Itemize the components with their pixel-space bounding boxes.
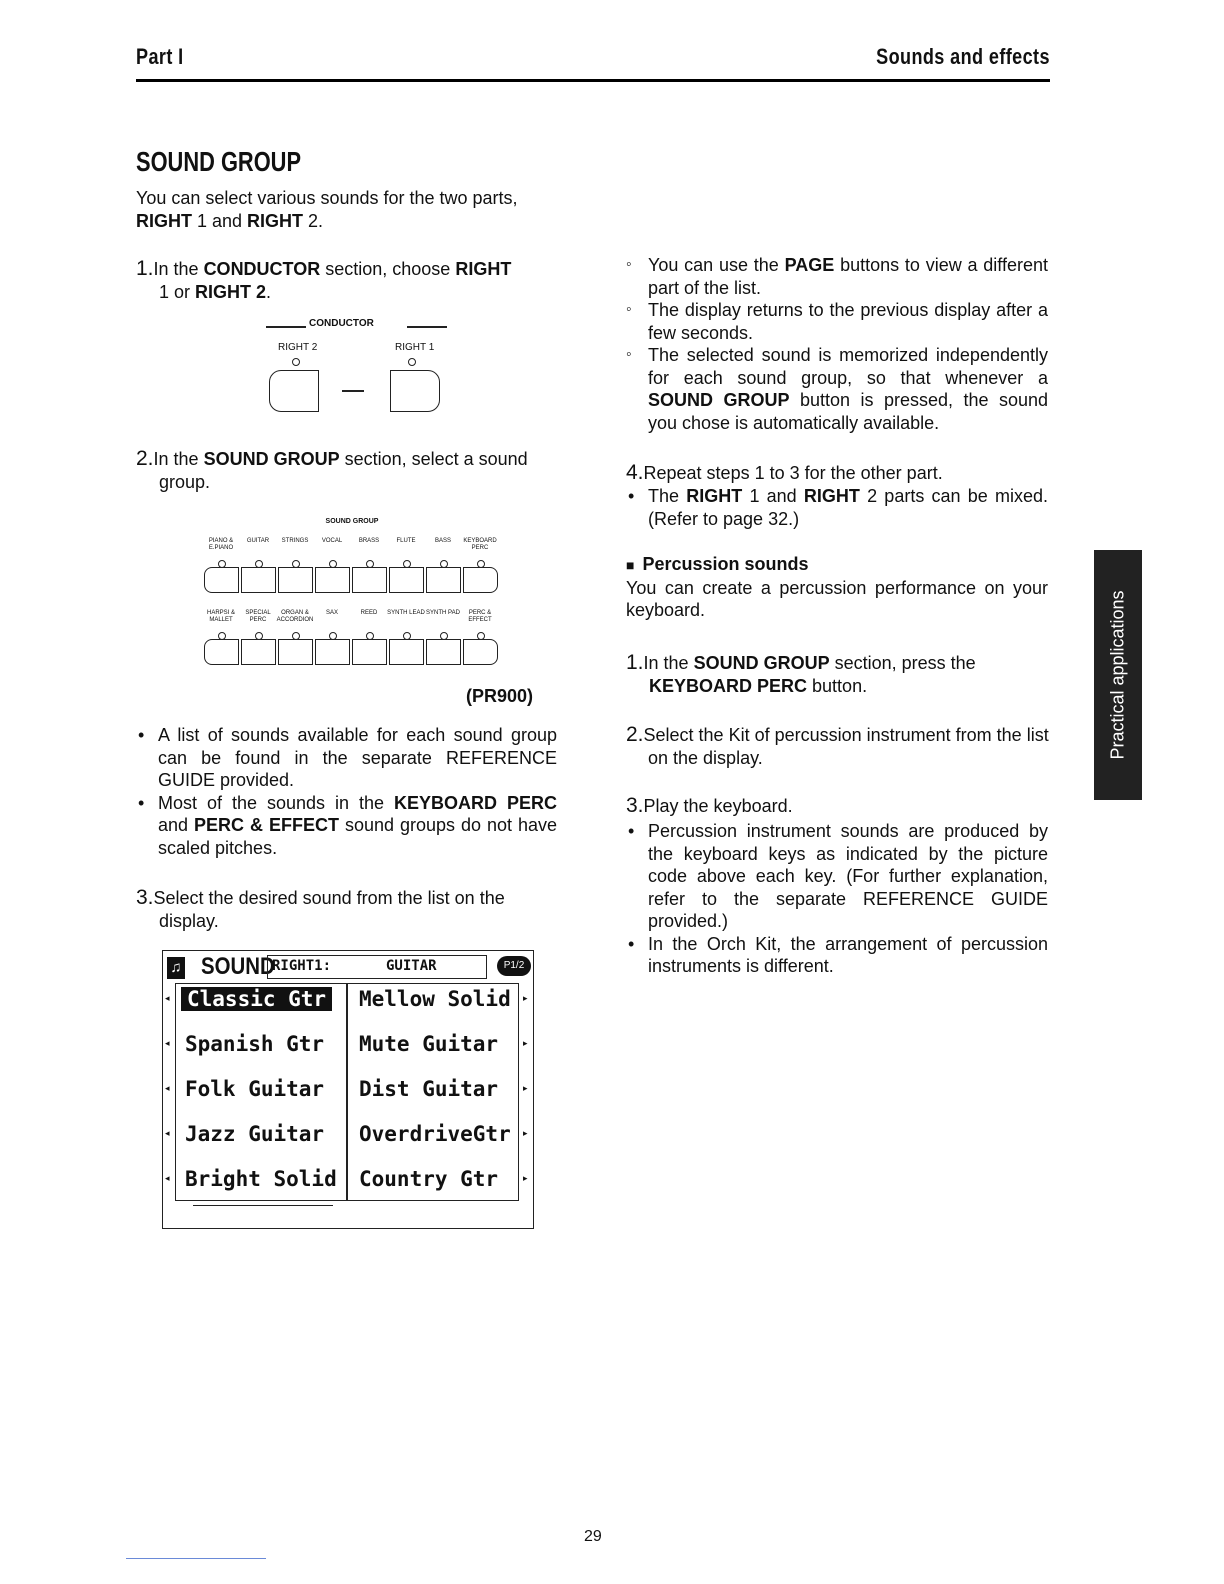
percussion-section [626,553,1048,622]
sound-group-button[interactable] [426,567,461,593]
percussion-intro: You can create a percussion performance on your keyboard. [626,577,1048,620]
perc-step-1: 1.In the SOUND GROUP section, press the KEYBOARD PERC button. [626,651,976,696]
left-bullets [136,724,557,859]
lcd-display [162,950,534,1229]
sound-group-label-1-0: HARPSI & MALLET [206,610,235,623]
conductor-label: CONDUCTOR [309,318,374,329]
lcd-part: RIGHT1: [272,958,332,974]
scroll-left-arrow-icon[interactable]: ◂ [165,993,170,1003]
scroll-right-arrow-icon[interactable]: ▸ [523,1173,528,1183]
sound-group-button[interactable] [352,639,387,665]
header-part: Part I [136,44,184,69]
scroll-right-arrow-icon[interactable]: ▸ [523,1038,528,1048]
side-tab: Practical applications [1094,550,1142,800]
lcd-sound-right-3[interactable]: OverdriveGtr [359,1122,511,1146]
sound-group-label-1-4: REED [360,610,378,616]
intro-text: You can select various sounds for the two parts, RIGHT 1 and RIGHT 2. [136,188,518,231]
bullet-reference: • A list of sounds available for each sound group can be found in the separate REFERENCE GUIDE provided. [136,724,557,792]
scroll-right-arrow-icon[interactable]: ▸ [523,993,528,1003]
step-4-bullet: • The RIGHT 1 and RIGHT 2 parts can be mixed. (Refer to page 32.) [626,485,1048,530]
scroll-left-arrow-icon[interactable]: ◂ [165,1128,170,1138]
perc-bullets [626,820,1048,978]
scroll-right-arrow-icon[interactable]: ▸ [523,1128,528,1138]
sound-group-button[interactable] [315,639,350,665]
percussion-heading: ■ Percussion sounds [626,554,809,574]
sound-group-label-0-2: STRINGS [281,538,309,544]
step-1: 1.In the CONDUCTOR section, choose RIGHT 1 or RIGHT 2. [136,257,512,302]
lcd-sound-right-2[interactable]: Dist Guitar [359,1077,499,1101]
lcd-sound-left-1[interactable]: Spanish Gtr [185,1032,325,1056]
sound-group-label-1-6: SYNTH PAD [426,610,460,616]
sound-group-button[interactable] [315,567,350,593]
lcd-sound-left-0[interactable]: Classic Gtr [181,987,332,1011]
right1-led [408,358,416,366]
scroll-left-arrow-icon[interactable]: ◂ [165,1083,170,1093]
header-section: Sounds and effects [876,44,1050,69]
lcd-part-box [267,955,487,979]
sound-group-label-0-6: BASS [434,538,451,544]
lcd-sound-right-0[interactable]: Mellow Solid [359,987,511,1011]
step-2: 2.In the SOUND GROUP section, select a sound group. [136,447,528,492]
footer-line [126,1558,266,1559]
bullet-memorized: ◦ The selected sound is memorized independently for each sound group, so that whenever a SOUND GROUP button is pressed, the sound you chose is automatically available. [626,344,1048,434]
lcd-sound-left-2[interactable]: Folk Guitar [185,1077,325,1101]
sound-group-button[interactable] [278,639,313,665]
sound-group-label-0-1: GUITAR [246,538,270,544]
sound-group-button[interactable] [278,567,313,593]
model-label: (PR900) [466,686,534,706]
lcd-sound-left-4[interactable]: Bright Solid [185,1167,337,1191]
sound-group-button[interactable] [463,639,498,665]
sound-group-label-0-3: VOCAL [321,538,343,544]
sound-group-button[interactable] [241,639,276,665]
sound-group-label-1-3: SAX [325,610,338,616]
sound-group-label-1-7: PERC & EFFECT [468,610,492,623]
sound-group-button[interactable] [204,567,239,593]
conductor-diagram [262,318,452,418]
step-4: 4.Repeat steps 1 to 3 for the other part. [626,461,943,484]
sound-group-label-0-0: PIANO & E.PIANO [208,538,234,551]
lcd-group: GUITAR [386,958,437,974]
right2-button[interactable] [269,370,319,412]
sound-group-button[interactable] [241,567,276,593]
sound-group-label-0-5: FLUTE [396,538,416,544]
bullet-picture-code: • Percussion instrument sounds are produced by the keyboard keys as indicated by the picture code above each key. (For further explanation, refer to the separate REFERENCE GUIDE provided.) [626,820,1048,933]
header-rule [136,79,1050,82]
sound-group-label-0-7: KEYBOARD PERC [463,538,497,551]
perc-step-2: 2.Select the Kit of percussion instrument from the list on the display. [626,723,1049,768]
bullet-page: ◦ You can use the PAGE buttons to view a different part of the list. [626,254,1048,299]
perc-step-3: 3.Play the keyboard. [626,794,793,817]
lcd-sound-left-3[interactable]: Jazz Guitar [185,1122,325,1146]
page-indicator: P1/2 [497,956,531,976]
sound-group-label-1-1: SPECIAL PERC [245,610,271,623]
section-title: SOUND GROUP [136,146,302,177]
sound-group-button[interactable] [426,639,461,665]
bullet-perc-pitches: • Most of the sounds in the KEYBOARD PERC and PERC & EFFECT sound groups do not have scaled pitches. [136,792,557,860]
sound-group-button[interactable] [389,567,424,593]
scroll-left-arrow-icon[interactable]: ◂ [165,1173,170,1183]
sound-group-button[interactable] [389,639,424,665]
music-note-icon: ♫ [167,957,185,979]
step-3: 3.Select the desired sound from the list on the display. [136,886,505,931]
sound-group-button[interactable] [463,567,498,593]
scroll-right-arrow-icon[interactable]: ▸ [523,1083,528,1093]
sound-group-label-0-4: BRASS [358,538,380,544]
bullet-display-return: ◦ The display returns to the previous display after a few seconds. [626,299,1048,344]
scroll-left-arrow-icon[interactable]: ◂ [165,1038,170,1048]
lcd-sound-right-4[interactable]: Country Gtr [359,1167,499,1191]
lcd-sound-right-1[interactable]: Mute Guitar [359,1032,499,1056]
sound-group-label-1-2: ORGAN & ACCORDION [276,610,314,623]
sound-group-label: SOUND GROUP [325,518,379,525]
right2-label: RIGHT 2 [278,342,318,353]
right1-label: RIGHT 1 [395,342,435,353]
lcd-title: SOUND [201,953,275,980]
right-bullets [626,254,1048,434]
bullet-orch-kit: • In the Orch Kit, the arrangement of percussion instruments is different. [626,933,1048,978]
right1-button[interactable] [390,370,440,412]
sound-group-button[interactable] [352,567,387,593]
page-number: 29 [584,1528,602,1545]
right2-led [292,358,300,366]
sound-group-label-1-5: SYNTH LEAD [387,610,425,616]
sound-group-button[interactable] [204,639,239,665]
sound-group-panel [202,514,502,664]
